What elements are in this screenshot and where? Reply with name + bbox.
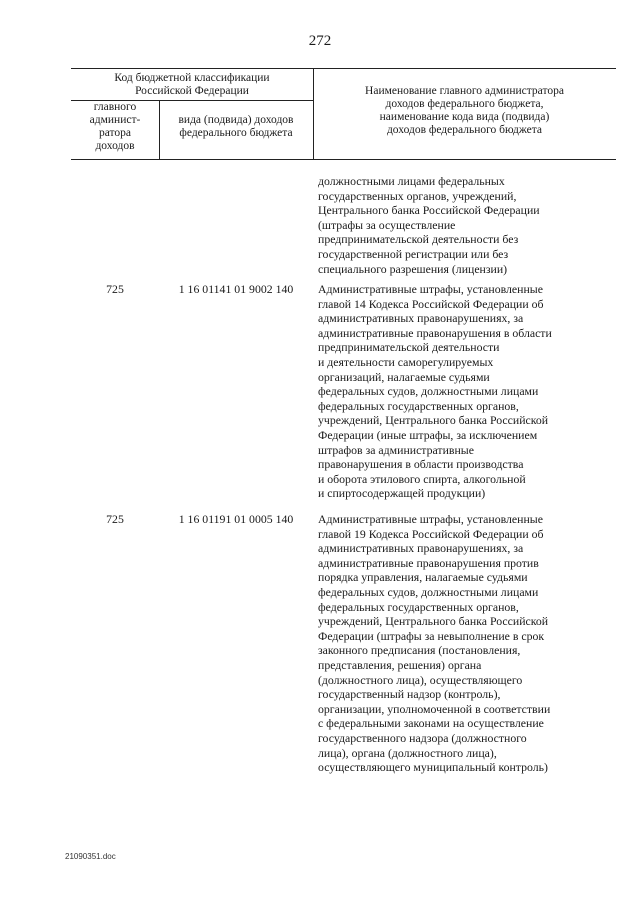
document-filename: 21090351.doc [65,852,116,861]
name-line: федеральных судов, должностными лицами [318,384,539,399]
name-line: предпринимательской деятельности без [318,232,519,247]
name-line: государственный надзор (контроль), [318,687,501,702]
name-line: порядка управления, налагаемые судьями [318,570,528,585]
name-line: и деятельности саморегулируемых [318,354,494,369]
name-line: административные правонарушения против [318,555,539,570]
admin-code-cell: 725 [106,282,124,296]
name-line: государственного надзора (должностного [318,730,527,745]
name-line: государственных органов, учреждений, [318,188,517,203]
name-line: федеральных государственных органов, [318,599,519,614]
name-line: учреждений, Центрального банка Российской [318,614,549,629]
header-bottom-border [71,159,616,160]
name-line: штрафов за административные [318,442,474,457]
name-line: должностными лицами федеральных [318,174,505,188]
name-column-heading: Наименование главного администратора доходов федерального бюджета, наименование кода вида (подвида) доходов федерального бюджета [365,85,564,136]
header-top-border [71,68,616,69]
name-line: предпринимательской деятельности [318,340,500,355]
name-cell [318,282,608,501]
name-line: и спиртосодержащей продукции) [318,486,486,501]
name-line: государственной регистрации или без [318,246,509,261]
name-line: административных правонарушениях, за [318,311,524,326]
name-line: Административные штрафы, установленные [318,512,543,526]
name-line: лица), органа (должностного лица), [318,745,497,760]
name-line: (должностного лица), осуществляющего [318,672,523,687]
name-line: административные правонарушения в области [318,325,552,340]
name-line: и оборота этилового спирта, алкогольной [318,471,526,486]
name-line: Центрального банка Российской Федерации [318,203,540,218]
name-line: (штрафы за осуществление [318,217,456,232]
table-header [71,68,616,160]
name-line: осуществляющего муниципальный контроль) [318,760,548,775]
name-line: организации, уполномоченной в соответствии [318,701,551,716]
name-line: с федеральными законами на осуществление [318,716,544,731]
name-line: специального разрешения (лицензии) [318,261,508,276]
income-type-column-heading: вида (подвида) доходов федерального бюджета [178,114,294,139]
name-line: Федерации (штрафы за невыполнение в срок [318,628,545,643]
name-line: законного предписания (постановления, [318,643,521,658]
name-line: Федерации (иные штрафы, за исключением [318,427,538,442]
name-line: учреждений, Центрального банка Российской [318,413,549,428]
kbk-group-heading: Код бюджетной классификации Российской Федерации [114,72,270,97]
name-cell [318,174,608,276]
name-cell [318,512,608,775]
name-line: Административные штрафы, установленные [318,282,543,296]
name-line: главой 19 Кодекса Российской Федерации об [318,526,544,541]
page-number: 272 [308,33,332,49]
name-line: организаций, налагаемые судьями [318,369,490,384]
income-code-cell: 1 16 01141 01 9002 140 [178,282,294,296]
income-code-cell: 1 16 01191 01 0005 140 [178,512,294,526]
name-line: федеральных судов, должностными лицами [318,584,539,599]
name-line: правонарушения в области производства [318,457,524,472]
name-line: федеральных государственных органов, [318,398,519,413]
admin-code-cell: 725 [106,512,124,526]
name-line: административных правонарушениях, за [318,541,524,556]
name-line: представления, решения) органа [318,657,482,672]
admin-column-heading: главного админист- ратора доходов [89,101,141,152]
name-line: главой 14 Кодекса Российской Федерации об [318,296,544,311]
